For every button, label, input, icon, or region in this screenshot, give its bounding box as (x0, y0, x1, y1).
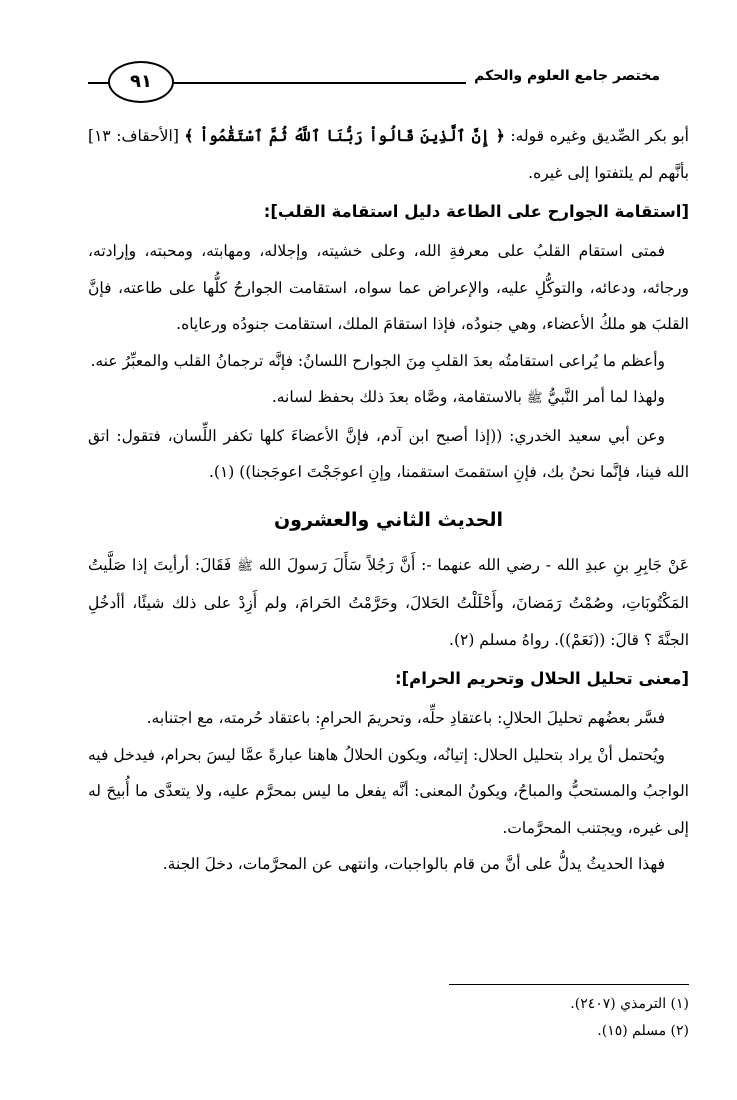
paragraph: فسَّر بعضُهم تحليلَ الحلالِ: باعتقادِ حلِّه، وتحريمَ الحرامِ: باعتقاد حُرمته، مع اجتنابه. (146, 709, 665, 727)
section-heading: [معنى تحليل الحلال وتحريم الحرام]: (395, 669, 689, 688)
page-header (88, 58, 660, 106)
hadith-title: الحديث الثاني والعشرون (273, 508, 504, 531)
paragraph: وأعظم ما يُراعى استقامتُه بعدَ القلبِ مِنَ الجوارح اللسانُ: فإنَّه ترجمانُ القلب والمعبِّرُ عنه. (90, 351, 665, 370)
paragraph: أبو بكر الصِّديق وغيره قوله: ﴿ إِنَّ ٱلَّذِينَ قَالُواْ رَبُّنَا ٱللَّهُ ثُمَّ ٱسْتَقَٰمُواْ ﴾ [الأحقاف: ١٣] بأنَّهم لم يلتفتوا إلى غيره. (88, 126, 689, 182)
page-body (88, 118, 689, 883)
footnote-divider (449, 984, 689, 985)
paragraph: ويُحتمل أنْ يراد بتحليل الحلال: إتيانُه، ويكون الحلالُ هاهنا عبارةً عمَّا ليسَ بحرام، فيدخل فيه الواجبُ والمستحبُّ والمباحُ، ويكونُ المعنى: أنَّه يفعل ما ليس بمحرَّم عليه، ولا يتعدَّى ما أُبيحَ له إلى غيره، ويجتنب المحرَّمات. (88, 745, 689, 837)
paragraph: ولهذا لما أمر النَّبيُّ ﷺ بالاستقامة، وصَّاه بعدَ ذلك بحفظ لسانه. (271, 388, 665, 406)
hadith-text: عَنْ جَابِرِ بنِ عبدِ الله - رضي الله عنهما -: أَنَّ رَجُلاً سَأَلَ رَسولَ الله ﷺ فَقَالَ: أرأيتَ إذا صَلَّيتُ المَكْتُوبَاتِ، وصُمْتُ رَمَضانَ، وأَحْلَلْتُ الحَلالَ، وحَرَّمْتُ الحَرامَ، ولم أَزِدْ على ذلك شيئًا، أأدخُلِ الجنَّةَ ؟ قالَ: ((نَعَمْ)). رواهُ مسلم (٢). (88, 555, 689, 649)
salla-symbol: ﷺ (526, 391, 543, 406)
footnotes (389, 984, 689, 1045)
paragraph: فمتى استقام القلبُ على معرفةِ الله، وعلى خشيته، وإجلاله، ومهابته، ومحبته، وإرادته، ورجائه، ودعائه، والتوكُّلِ عليه، والإعراض عما سواه، استقامت الجوارحُ كلُّها على طاعته، فإنَّ القلبَ هو ملكُ الأعضاء، وهي جنودُه، فإذا استقامَ الملك، استقامت جنودُه ورعاياه. (88, 242, 689, 333)
quran-verse: ﴿ إِنَّ ٱلَّذِينَ قَالُواْ رَبُّنَا ٱللَّهُ ثُمَّ ٱسْتَقَٰمُواْ ﴾ (184, 126, 505, 145)
section-heading: [استقامة الجوارح على الطاعة دليل استقامة القلب]: (263, 202, 689, 221)
book-title: مختصر جامع العلوم والحكم (466, 68, 660, 84)
footnote: (١) الترمذي (٢٤٠٧). (570, 996, 689, 1012)
paragraph: وعن أبي سعيد الخدري: ((إذا أصبح ابن آدم، فإنَّ الأعضاءَ كلها تكفر اللِّسان، فتقول: اتق الله فينا، فإنَّما نحنُ بك، فإنِ استقمتَ استقمنا، وإنِ اعوجَجْتَ اعوجَجنا)) (١). (88, 426, 689, 481)
salla-symbol: ﷺ (237, 558, 253, 574)
page-number: ٩١ (108, 61, 174, 103)
paragraph: فهذا الحديثُ يدلُّ على أنَّ من قام بالواجبات، وانتهى عن المحرَّمات، دخلَ الجنة. (162, 855, 665, 873)
footnote: (٢) مسلم (١٥). (597, 1023, 689, 1039)
